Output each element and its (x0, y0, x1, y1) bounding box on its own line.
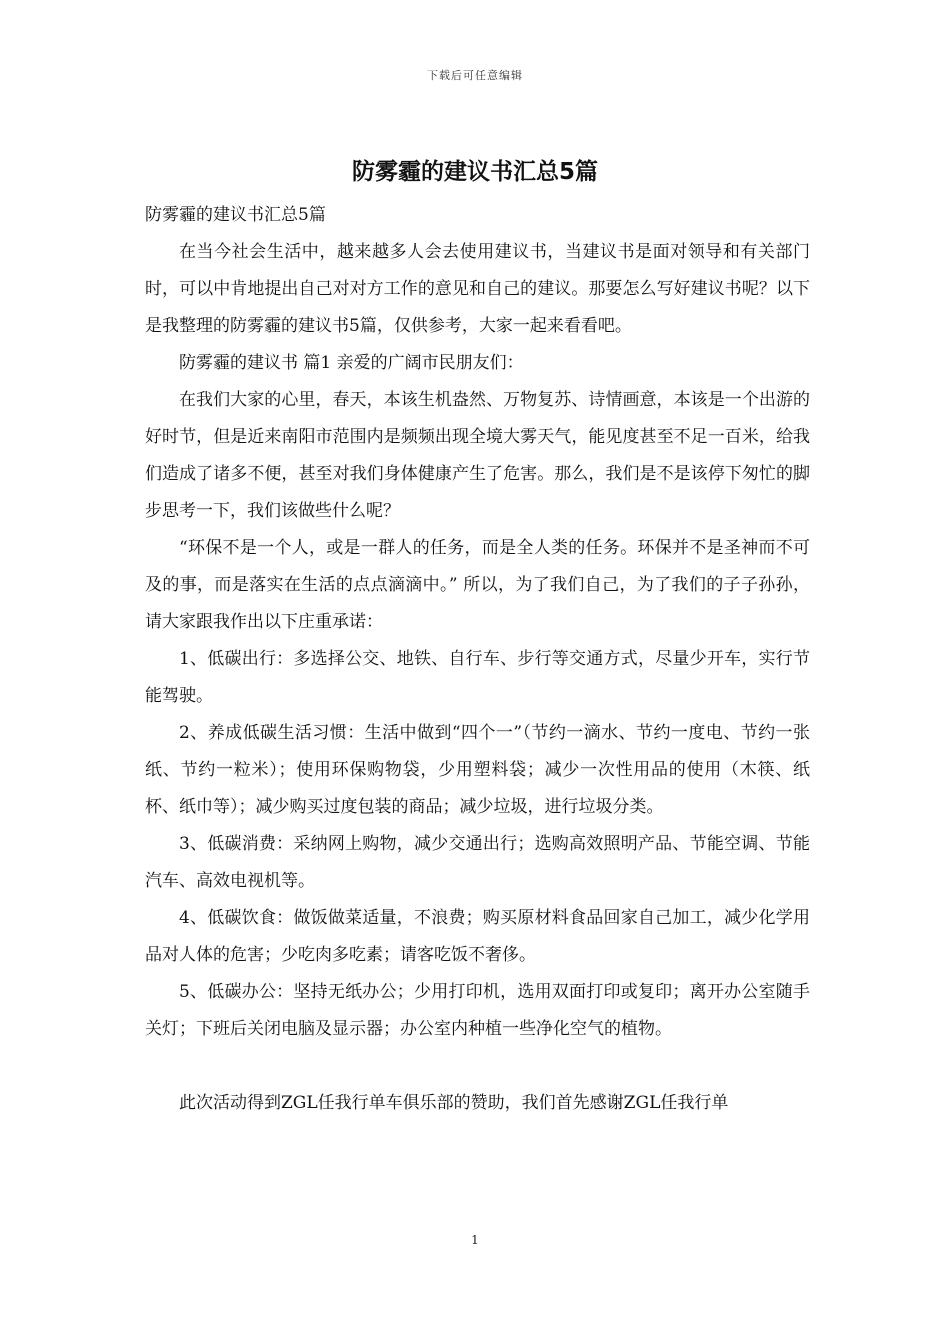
body-paragraph: 在我们大家的心里，春天，本该生机盎然、万物复苏、诗情画意，本该是一个出游的好时节，但是近来南阳市范围内是频频出现全境大雾天气，能见度甚至不足一百米，给我们造成了诸多不便，甚至对我们身体健康产生了危害。那么，我们是不是该停下匆忙的脚步思考一下，我们该做些什么呢？ (145, 390, 810, 521)
intro-paragraph: 在当今社会生活中，越来越多人会去使用建议书，当建议书是面对领导和有关部门时，可以中肯地提出自己对对方工作的意见和自己的建议。那要怎么写好建议书呢？以下是我整理的防雾霾的建议书5篇，仅供参考，大家一起来看看吧。 (145, 242, 810, 336)
quote-paragraph: “环保不是一个人，或是一群人的任务，而是全人类的任务。环保并不是圣神而不可及的事，而是落实在生活的点点滴滴中。” 所以，为了我们自己，为了我们的子子孙孙，请大家跟我作出以下庄重承诺： (145, 538, 810, 632)
list-item-2: 2、养成低碳生活习惯：生活中做到“四个一”（节约一滴水、节约一度电、节约一张纸、节约一粒米）；使用环保购物袋，少用塑料袋；减少一次性用品的使用（木筷、纸杯、纸巾等）；减少购买过度包装的商品；减少垃圾，进行垃圾分类。 (145, 723, 810, 817)
blank-line (145, 1048, 810, 1085)
letter-heading-paragraph: 防雾霾的建议书 篇1 亲爱的广阔市民朋友们： (179, 353, 524, 373)
list-item-3: 3、低碳消费：采纳网上购物，减少交通出行；选购高效照明产品、节能空调、节能汽车、高效电视机等。 (145, 834, 810, 891)
list-item-4: 4、低碳饮食：做饭做菜适量，不浪费；购买原材料食品回家自己加工，减少化学用品对人体的危害；少吃肉多吃素；请客吃饭不奢侈。 (145, 908, 810, 965)
document-title: 防雾霾的建议书汇总5篇 (351, 159, 598, 185)
closing-paragraph: 此次活动得到ZGL任我行单车俱乐部的赞助，我们首先感谢ZGL任我行单 (179, 1093, 729, 1113)
list-item-5: 5、低碳办公：坚持无纸办公；少用打印机，选用双面打印或复印；离开办公室随手关灯；下班后关闭电脑及显示器；办公室内种植一些净化空气的植物。 (145, 982, 810, 1039)
list-item-1: 1、低碳出行：多选择公交、地铁、自行车、步行等交通方式，尽量少开车，实行节能驾驶。 (145, 649, 810, 706)
subtitle-paragraph: 防雾霾的建议书汇总5篇 (145, 205, 326, 225)
page-number: 1 (471, 1233, 479, 1247)
document-body (145, 197, 810, 1122)
header-note: 下载后可任意编辑 (427, 69, 523, 82)
